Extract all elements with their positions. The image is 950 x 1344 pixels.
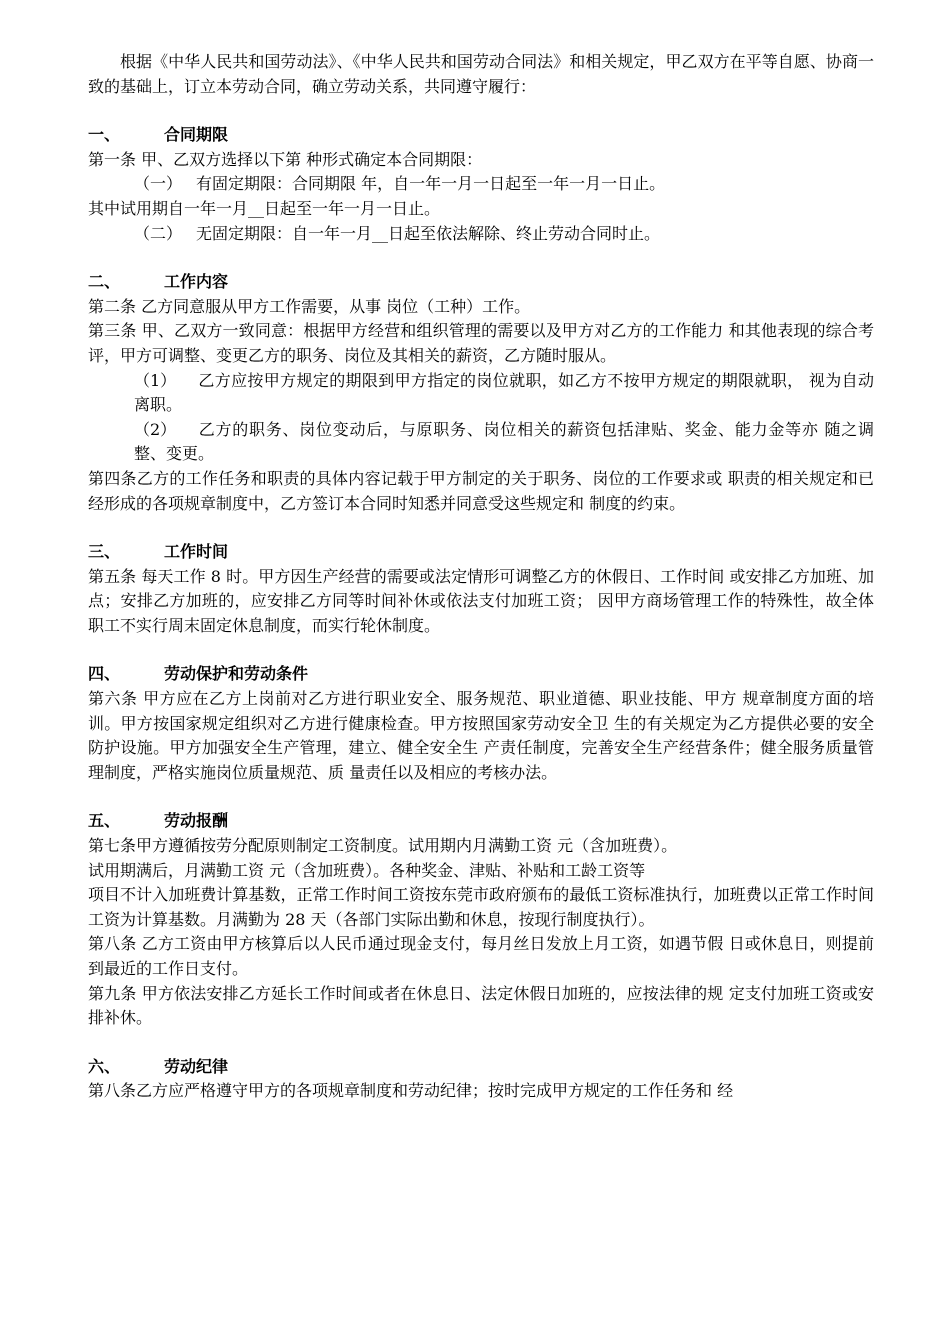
section-number: 六、 [88, 1056, 121, 1076]
option-fixed-term: （一） 有固定期限：合同期限 年，自一年一月一日起至一年一月一日止。 [134, 174, 666, 194]
article-8-discipline: 第八条乙方应严格遵守甲方的各项规章制度和劳动纪律；按时完成甲方规定的工作任务和 经 [88, 1081, 734, 1101]
section-heading-work-content [88, 270, 874, 295]
article-3-point-1: （1） 乙方应按甲方规定的期限到甲方指定的岗位就职，如乙方不按甲方规定的期限就职， 视为自动离职。 [134, 370, 874, 415]
section-title: 劳动报酬 [164, 811, 229, 831]
section-title: 劳动纪律 [164, 1056, 229, 1076]
section-number: 四、 [88, 664, 121, 684]
section-title: 工作时间 [164, 542, 229, 562]
section-number: 一、 [88, 125, 121, 145]
article-6: 第六条 甲方应在乙方上岗前对乙方进行职业安全、服务规范、职业道德、职业技能、甲方 规章制度方面的培训。甲方按国家规定组织对乙方进行健康检查。甲方按照国家劳动安全卫 生的有关规定为乙方提供必要的安全防护设施。甲方加强安全生产管理，建立、健全安全生 产责任制度，完善安全生产经营条件；健全服务质量管理制度，严格实施岗位质量规范、质 量责任以及相应的考核办法。 [88, 689, 874, 782]
section-heading-remuneration [88, 809, 874, 834]
article-7-line-1: 第七条甲方遵循按劳分配原则制定工资制度。试用期内月满勤工资 元（含加班费）。 [88, 836, 678, 856]
article-9: 第九条 甲方依法安排乙方延长工作时间或者在休息日、法定休假日加班的，应按法律的规 定支付加班工资或安排补休。 [88, 983, 874, 1028]
section-title: 合同期限 [164, 125, 229, 145]
section-heading-discipline [88, 1055, 874, 1080]
section-heading-labor-protection [88, 662, 874, 687]
section-heading-work-hours [88, 540, 874, 565]
section-heading-term [88, 123, 874, 148]
section-number: 二、 [88, 272, 121, 292]
article-7-line-3: 项目不计入加班费计算基数，正常工作时间工资按东莞市政府颁布的最低工资标准执行，加班费以正常工作时间工资为计算基数。月满勤为 28 天（各部门实际出勤和休息，按现行制度执行）。 [88, 885, 874, 929]
article-8: 第八条 乙方工资由甲方核算后以人民币通过现金支付，每月丝日发放上月工资，如遇节假 日或休息日，则提前到最近的工作日支付。 [88, 934, 874, 978]
article-4: 第四条乙方的工作任务和职责的具体内容记载于甲方制定的关于职务、岗位的工作要求或 职责的相关规定和已经形成的各项规章制度中，乙方签订本合同时知悉并同意受这些规定和 制度的约束。 [88, 468, 874, 513]
section-number: 五、 [88, 811, 121, 831]
article-2: 第二条 乙方同意服从甲方工作需要，从事 岗位（工种）工作。 [88, 296, 531, 316]
contract-body [88, 50, 874, 1104]
article-1: 第一条 甲、乙双方选择以下第 种形式确定本合同期限： [88, 149, 483, 169]
section-title: 劳动保护和劳动条件 [164, 664, 309, 684]
article-3: 第三条 甲、乙双方一致同意：根据甲方经营和组织管理的需要以及甲方对乙方的工作能力 和其他表现的综合考评，甲方可调整、变更乙方的职务、岗位及其相关的薪资，乙方随时服从。 [88, 321, 874, 365]
option-open-term: （二） 无固定期限：自一年一月__日起至依法解除、终止劳动合同时止。 [134, 223, 661, 243]
article-7-line-2: 试用期满后，月满勤工资 元（含加班费）。各种奖金、津贴、补贴和工龄工资等 [88, 860, 646, 880]
section-number: 三、 [88, 542, 121, 562]
intro-paragraph: 根据《中华人民共和国劳动法》、《中华人民共和国劳动合同法》和相关规定，甲乙双方在平等自愿、协商一致的基础上，订立本劳动合同，确立劳动关系，共同遵守履行： [88, 52, 874, 96]
section-title: 工作内容 [164, 272, 229, 292]
article-3-point-2: （2） 乙方的职务、岗位变动后，与原职务、岗位相关的薪资包括津贴、奖金、能力金等亦 随之调整、变更。 [134, 419, 874, 464]
article-5: 第五条 每天工作 8 时。甲方因生产经营的需要或法定情形可调整乙方的休假日、工作时间 或安排乙方加班、加点；安排乙方加班的，应安排乙方同等时间补休或依法支付加班工资； 因甲方商场管理工作的特殊性，故全体职工不实行周末固定休息制度，而实行轮休制度。 [88, 566, 874, 635]
probation-line: 其中试用期自一年一月__日起至一年一月一日止。 [88, 198, 441, 218]
